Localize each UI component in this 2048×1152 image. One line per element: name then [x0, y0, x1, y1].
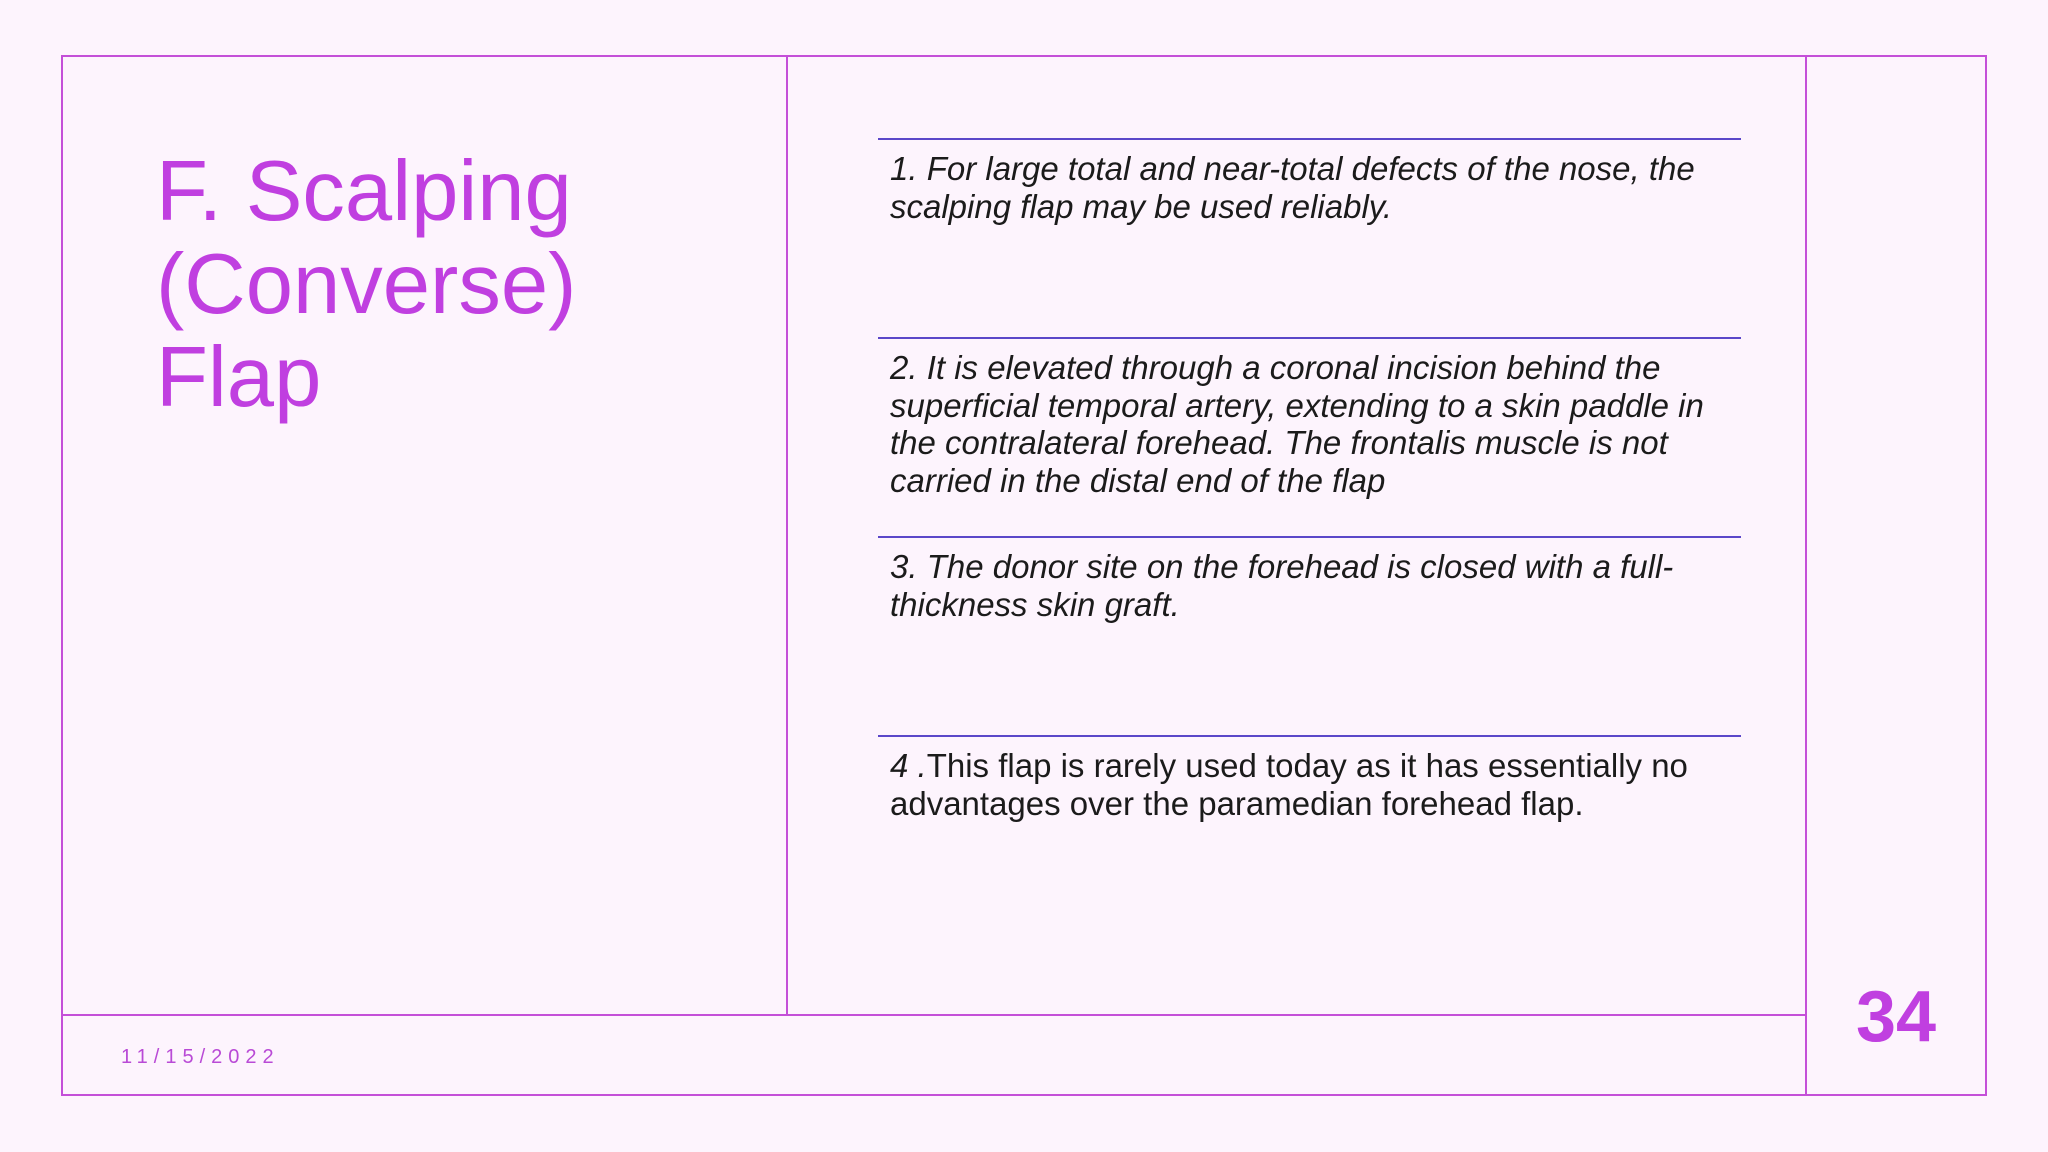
point-1 — [878, 138, 1741, 225]
slide-title-line-2: (Converse) — [156, 237, 577, 332]
slide-title-line-3: Flap — [156, 330, 322, 425]
frame-top-border — [61, 55, 1987, 57]
frame-left-border — [61, 55, 63, 1096]
frame-page-number-divider — [1805, 55, 1807, 1096]
slide-title-line-1: F. Scalping — [156, 144, 572, 239]
point-4-number: 4 . — [890, 747, 927, 784]
frame-footer-divider — [61, 1014, 1807, 1016]
point-2 — [878, 337, 1741, 499]
point-4 — [878, 735, 1741, 822]
frame-bottom-border — [61, 1094, 1987, 1096]
page-number: 34 — [1855, 977, 1937, 1057]
slide-date: 11/15/2022 — [121, 1046, 280, 1068]
frame-column-divider — [786, 55, 788, 1016]
slide-title — [156, 145, 716, 424]
point-4-body: This flap is rarely used today as it has essentially no advantages over the paramedian forehead flap. — [890, 747, 1688, 822]
point-3 — [878, 536, 1741, 623]
point-3-text: 3. The donor site on the forehead is closed with a full-thickness skin graft. — [890, 548, 1674, 623]
point-4-text — [890, 747, 1741, 822]
point-1-text: 1. For large total and near-total defects of the nose, the scalping flap may be used reliably. — [890, 150, 1695, 225]
point-2-text: 2. It is elevated through a coronal incision behind the superficial temporal artery, extending to a skin paddle in the contralateral forehead. The frontalis muscle is not carried in the distal end of the flap — [890, 349, 1704, 499]
frame-right-border — [1985, 55, 1987, 1096]
